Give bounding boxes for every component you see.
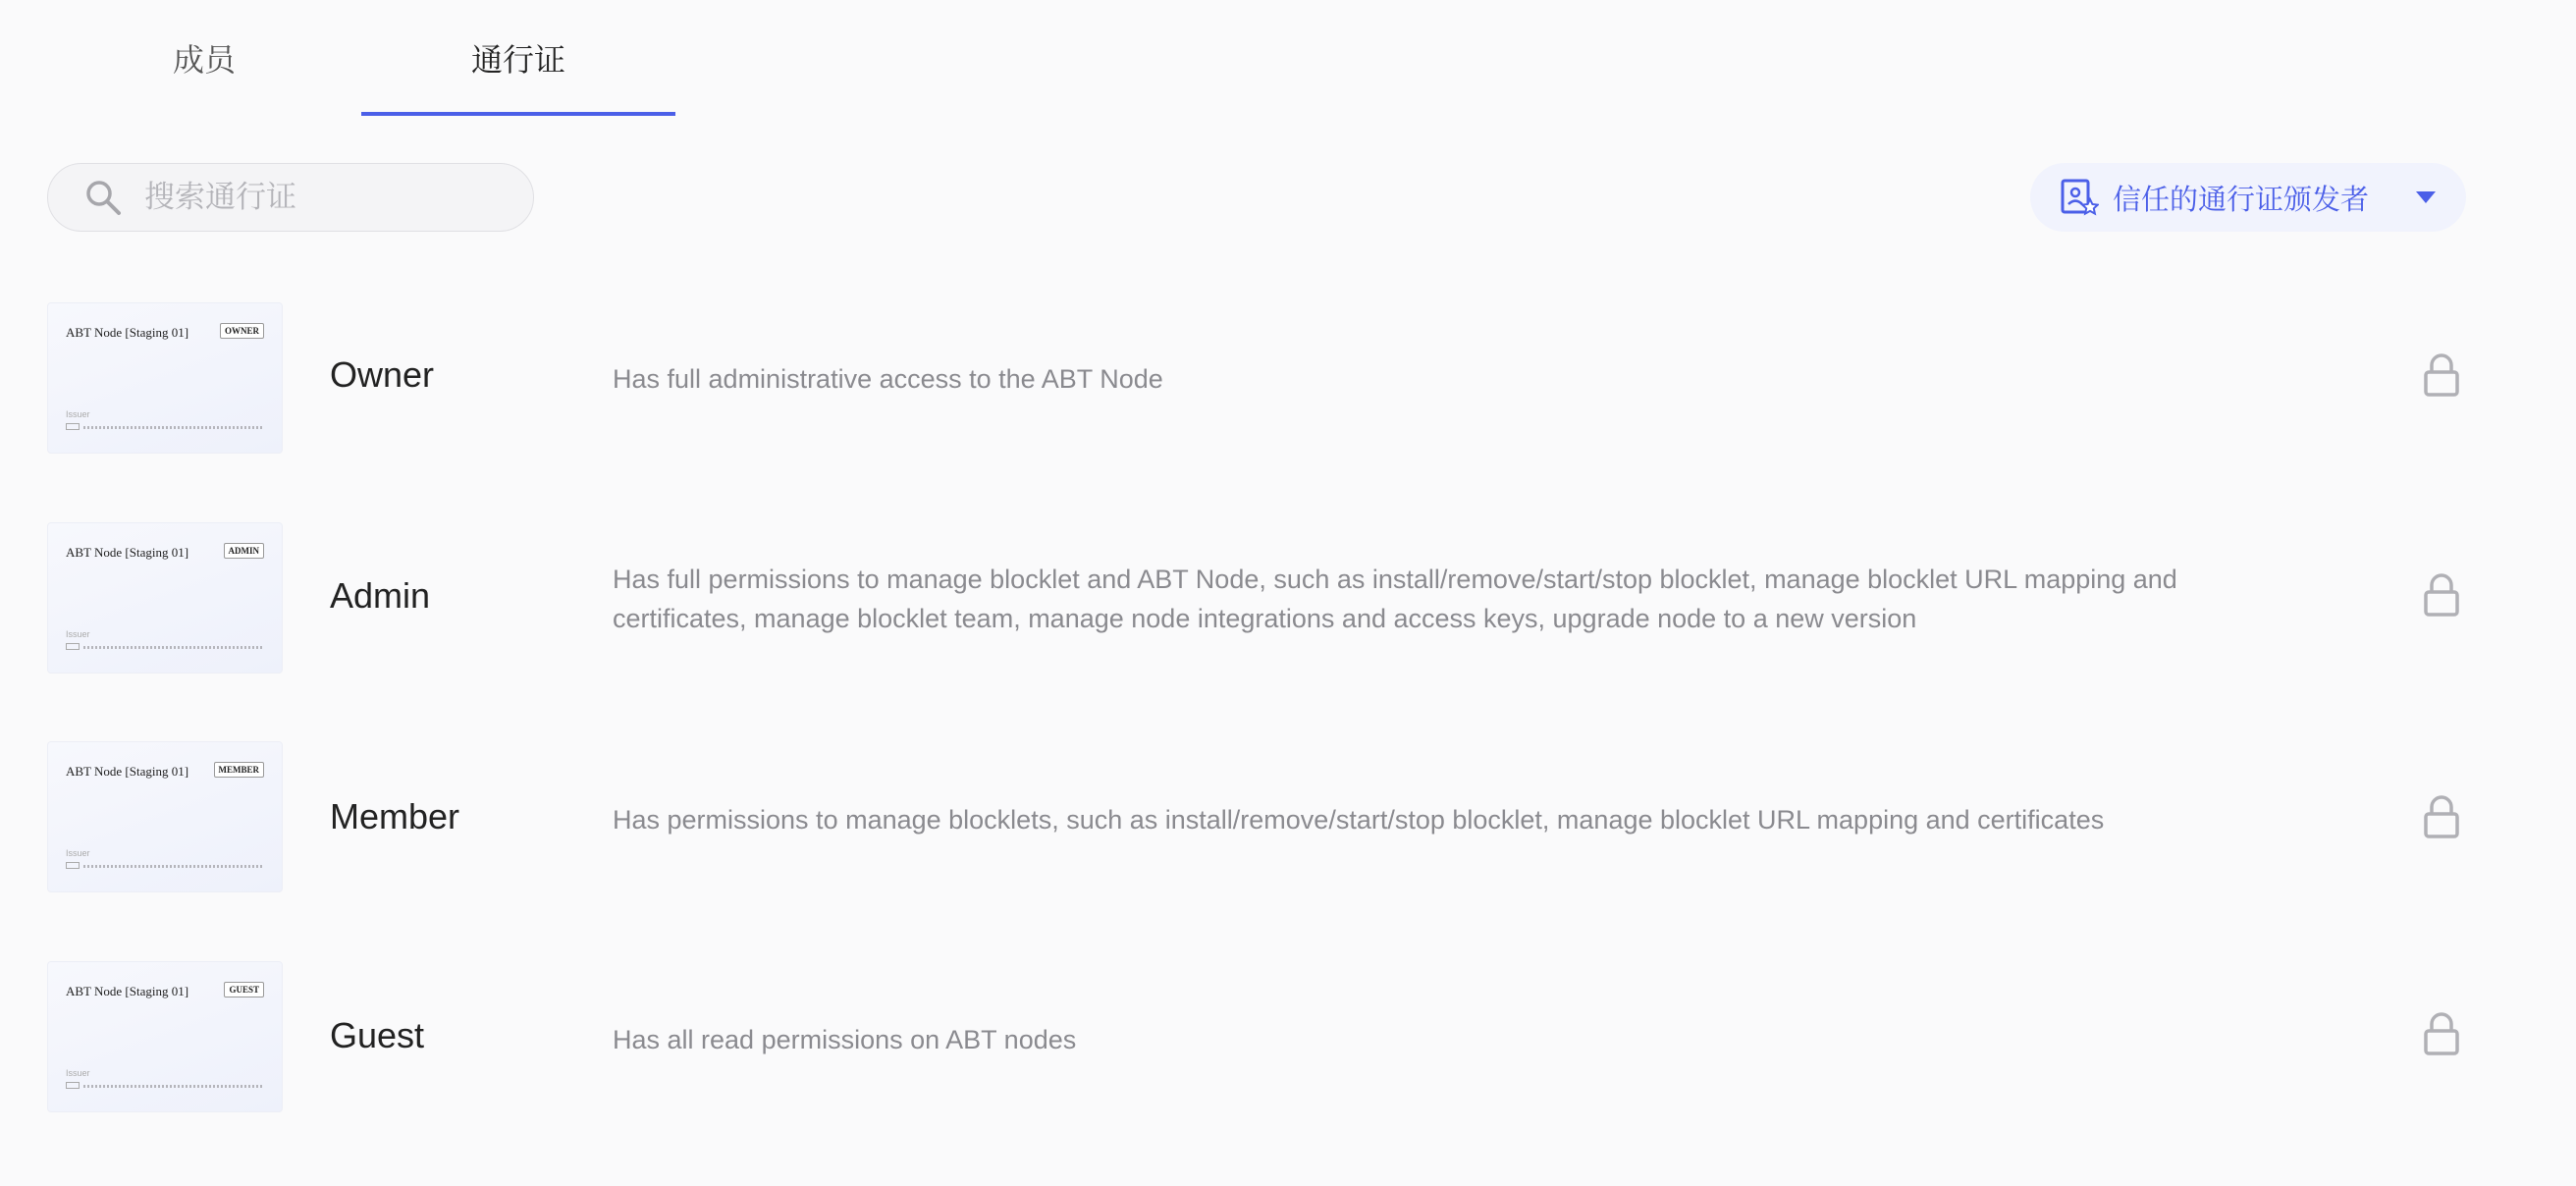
- trusted-issuer-dropdown[interactable]: [2030, 163, 2466, 232]
- role-name: Admin: [330, 575, 431, 616]
- role-description: Has full administrative access to the ABT Node: [613, 364, 1163, 394]
- role-name: Member: [330, 796, 460, 836]
- passport-card: [47, 302, 283, 454]
- role-name: Owner: [330, 354, 435, 395]
- passport-row-guest: [0, 961, 2576, 1112]
- card-role-tag: OWNER: [220, 323, 264, 339]
- card-issuer-line: [66, 423, 262, 431]
- role-description: Has permissions to manage blocklets, such as install/remove/start/stop blocklet, manage blocklet URL mapping and certificates: [613, 805, 2105, 835]
- card-role-tag: ADMIN: [224, 543, 265, 559]
- certificate-star-icon: [2060, 178, 2099, 217]
- passport-card: [47, 961, 283, 1112]
- card-issuer-label: Issuer: [66, 848, 90, 858]
- search-icon: [83, 178, 123, 217]
- card-title: ABT Node [Staging 01]: [66, 984, 189, 998]
- card-issuer-line: [66, 1082, 262, 1090]
- passport-row-admin: [0, 522, 2576, 674]
- lock-icon[interactable]: [2423, 1012, 2460, 1055]
- card-role-tag: GUEST: [224, 982, 264, 997]
- role-name: Guest: [330, 1015, 425, 1055]
- card-role-tag: MEMBER: [214, 762, 265, 778]
- lock-icon[interactable]: [2423, 795, 2460, 838]
- passport-row-member: [0, 741, 2576, 892]
- card-issuer-label: Issuer: [66, 629, 90, 639]
- card-issuer-line: [66, 643, 262, 651]
- passport-card: [47, 522, 283, 674]
- card-issuer-label: Issuer: [66, 1068, 90, 1078]
- card-issuer-label: Issuer: [66, 409, 90, 419]
- role-description: Has all read permissions on ABT nodes: [613, 1025, 1077, 1054]
- search-input[interactable]: [142, 179, 519, 216]
- tab-passports[interactable]: 通行证: [361, 0, 675, 116]
- tab-members[interactable]: 成员: [172, 41, 236, 79]
- trusted-issuer-label: 信任的通行证颁发者: [2113, 182, 2370, 216]
- search-box[interactable]: [47, 163, 534, 232]
- card-title: ABT Node [Staging 01]: [66, 325, 189, 340]
- lock-icon[interactable]: [2423, 573, 2460, 617]
- passport-row-owner: [0, 302, 2576, 454]
- card-title: ABT Node [Staging 01]: [66, 764, 189, 779]
- tab-bar: [47, 0, 675, 116]
- lock-icon[interactable]: [2423, 353, 2460, 397]
- role-description: Has full permissions to manage blocklet and ABT Node, such as install/remove/start/stop blocklet, manage blocklet URL mapping and certificates, manage blocklet team, manage node integrations and access keys, upgrade node to a new version: [613, 565, 2177, 633]
- caret-down-icon: [2415, 190, 2437, 204]
- card-title: ABT Node [Staging 01]: [66, 545, 189, 560]
- card-issuer-line: [66, 862, 262, 870]
- passport-card: [47, 741, 283, 892]
